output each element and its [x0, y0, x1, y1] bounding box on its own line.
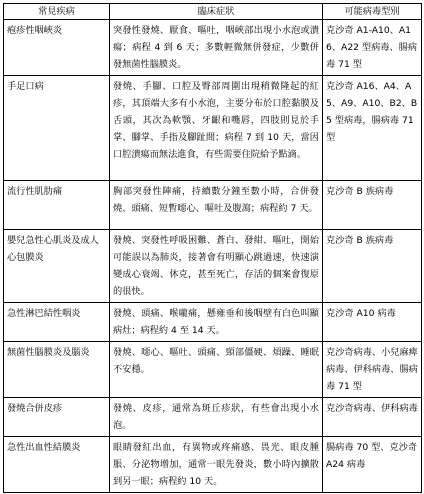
disease-cell: 發燒合併皮疹 — [4, 398, 110, 437]
table-row — [4, 437, 422, 493]
header-disease: 常見疾病 — [4, 4, 110, 20]
virus-cell: 腸病毒 70 型、克沙奇 A24 病毒 — [323, 437, 422, 493]
symptoms-cell: 突發性發燒、厭食、嘔吐，咽峽部出現小水泡或潰瘍；病程 4 到 6 天；多數輕微無併發症，少數併發無菌性腦膜炎。 — [110, 20, 323, 76]
virus-cell: 克沙奇病毒、伊科病毒 — [323, 398, 422, 437]
symptoms-cell: 發燒、噁心、嘔吐、頭痛、頸部僵硬、煩躁、睡眠不安穩。 — [110, 342, 323, 398]
disease-cell: 嬰兒急性心肌炎及成人心包膜炎 — [4, 230, 110, 303]
header-row — [4, 4, 422, 20]
table-row — [4, 303, 422, 342]
disease-cell: 疱疹性咽峽炎 — [4, 20, 110, 76]
virus-cell: 克沙奇 A16、A4、A5、A9、A10、B2、B5 型病毒，腸病毒 71 型 — [323, 76, 422, 181]
header-symptoms: 臨床症狀 — [110, 4, 323, 20]
symptoms-cell: 發燒、皮疹，通常為斑丘疹狀，有些會出現小水泡。 — [110, 398, 323, 437]
table-row — [4, 20, 422, 76]
disease-cell: 流行性肌肋痛 — [4, 181, 110, 230]
table-row — [4, 342, 422, 398]
disease-cell: 急性出血性結膜炎 — [4, 437, 110, 493]
symptoms-cell: 胸部突發性陣痛，持續數分鐘至數小時，合併發燒、頭痛、短暫噁心、嘔吐及腹瀉；病程約 7 天。 — [110, 181, 323, 230]
table-row — [4, 181, 422, 230]
virus-cell: 克沙奇 B 族病毒 — [323, 181, 422, 230]
virus-cell: 克沙奇 A10 病毒 — [323, 303, 422, 342]
symptoms-cell: 眼睛發紅出血，有異物或疼痛感、畏光、眼皮腫脹、分泌物增加，通常一眼先發炎，數小時內擴散到另一眼；病程約 10 天。 — [110, 437, 323, 493]
table-row — [4, 230, 422, 303]
virus-cell: 克沙奇 B 族病毒 — [323, 230, 422, 303]
header-virus-type: 可能病毒型別 — [323, 4, 422, 20]
table-row — [4, 76, 422, 181]
table-row — [4, 398, 422, 437]
disease-cell: 手足口病 — [4, 76, 110, 181]
symptoms-cell: 發燒、突發性呼吸困難、蒼白、發紺、嘔吐，開始可能誤以為肺炎，接著會有明顯心跳過速，快速演變成心衰竭、休克，甚至死亡，存活的個案會復原的很快。 — [110, 230, 323, 303]
virus-cell: 克沙奇 A1-A10、A16、A22 型病毒、腸病毒 71 型 — [323, 20, 422, 76]
symptoms-cell: 發燒、手腳、口腔及臀部周圍出現稍微隆起的紅疹，其頂端大多有小水泡，主要分布於口腔黏膜及舌頭，其次為軟顎、牙齦和嘴唇，四肢則見於手掌、腳掌、手指及腳趾間；病程 7 到 10 天，當因口腔潰瘍而無法進食，有些需要住院給予點滴。 — [110, 76, 323, 181]
symptoms-cell: 發燒、頭痛、喉嚨痛，懸雍垂和後咽壁有白色叫顯病灶；病程約 4 至 14 天。 — [110, 303, 323, 342]
disease-cell: 無菌性腦膜炎及腦炎 — [4, 342, 110, 398]
virus-cell: 克沙奇病毒、小兒麻痺病毒、伊科病毒、腸病毒 71 型 — [323, 342, 422, 398]
enterovirus-disease-table — [3, 3, 422, 493]
disease-cell: 急性淋巴結性咽炎 — [4, 303, 110, 342]
